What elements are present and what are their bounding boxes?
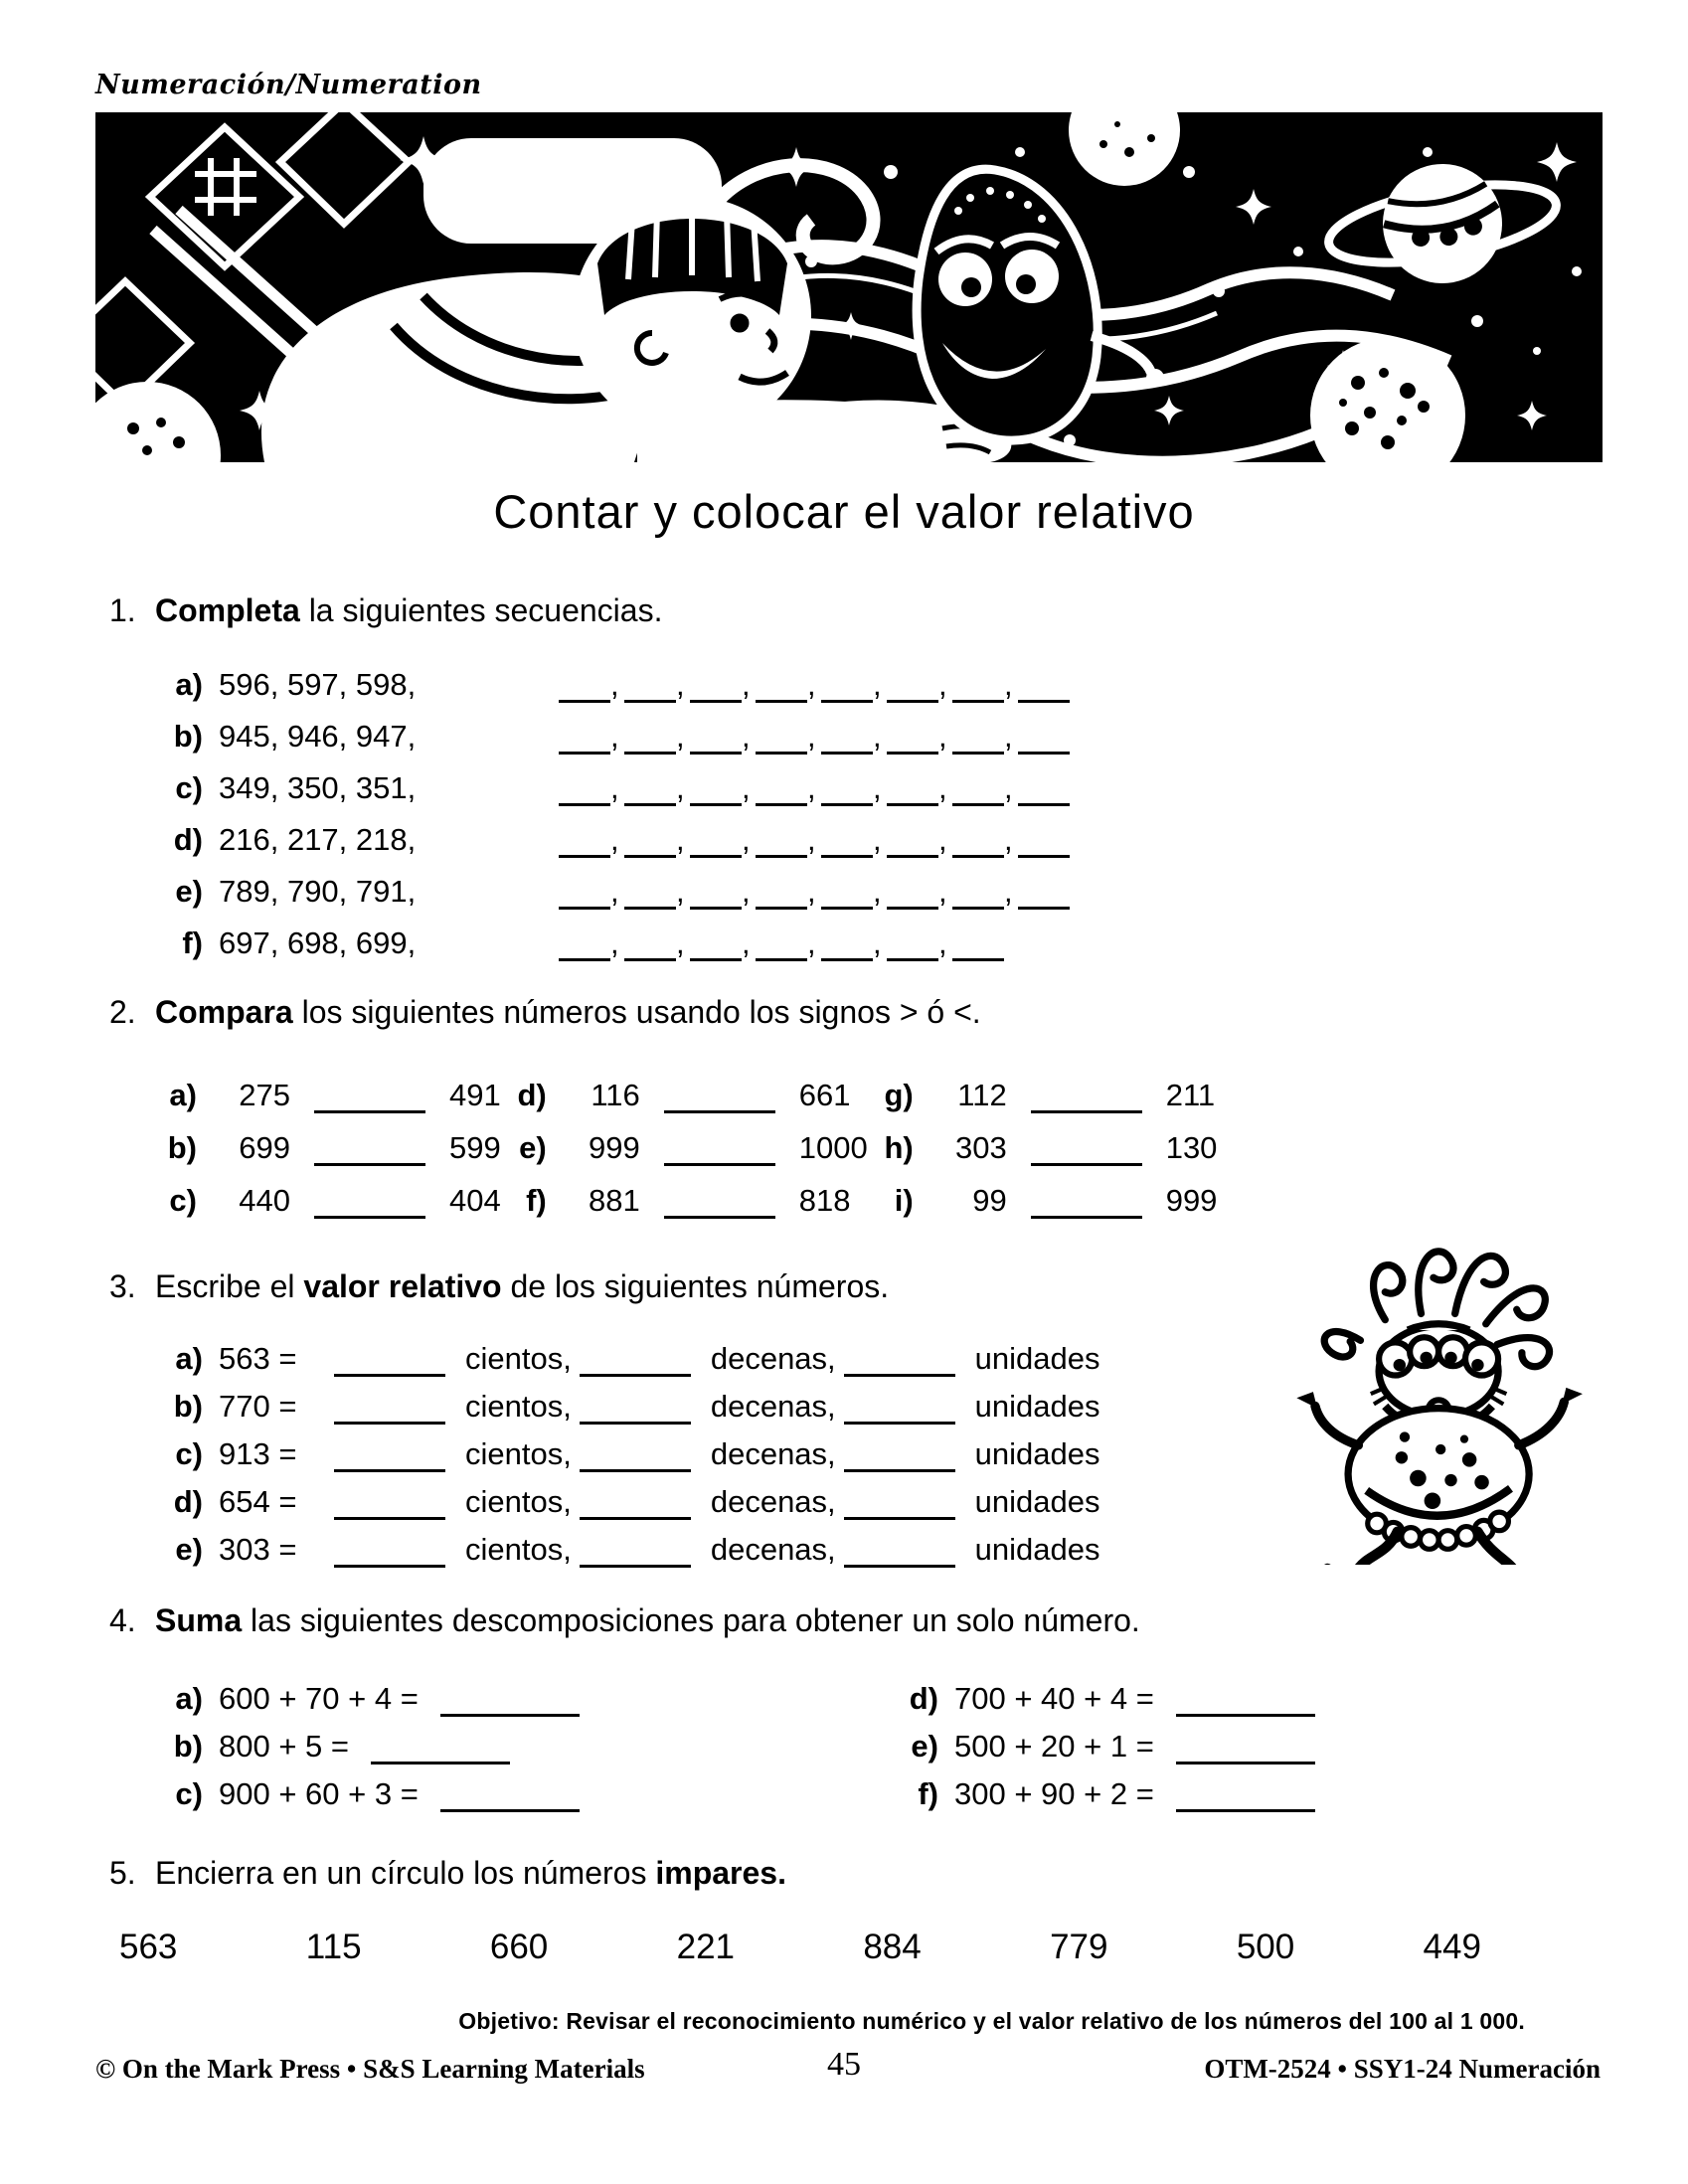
blank-separator: , (676, 925, 685, 960)
comparison-answer-blank[interactable] (314, 1129, 425, 1166)
sum-item (151, 1669, 748, 1717)
tens-word: decenas, (710, 1389, 836, 1424)
sequence-answer-blank[interactable] (952, 666, 1004, 703)
comparison-item (501, 1061, 868, 1113)
right-number: 661 (798, 1078, 851, 1112)
sequence-answer-blank[interactable] (952, 873, 1004, 910)
sequence-start-numbers: 697, 698, 699, (219, 925, 417, 960)
right-number: 130 (1165, 1130, 1218, 1165)
sequence-answer-blank[interactable] (821, 821, 873, 858)
sequence-answer-blanks (559, 821, 1070, 858)
exercise-2 (109, 994, 1217, 1219)
sequence-row (151, 858, 1070, 910)
blank-separator: , (742, 925, 751, 960)
blank-separator: , (610, 874, 619, 909)
sequence-answer-blank[interactable] (756, 718, 807, 755)
blank-separator: , (873, 822, 882, 857)
right-number: 599 (449, 1130, 501, 1165)
alien-illustration (1286, 1215, 1585, 1565)
sequence-answer-blank[interactable] (690, 718, 742, 755)
right-number: 1000 (798, 1130, 868, 1165)
sum-answer-blank[interactable] (1176, 1680, 1315, 1717)
sequence-answer-blank[interactable] (952, 821, 1004, 858)
sequence-answer-blank[interactable] (559, 821, 610, 858)
sequence-answer-blank[interactable] (887, 666, 938, 703)
sequence-answer-blank[interactable] (559, 873, 610, 910)
sequence-answer-blank[interactable] (887, 718, 938, 755)
sequence-answer-blank[interactable] (1018, 873, 1070, 910)
sum-answer-blank[interactable] (1176, 1775, 1315, 1812)
right-number: 404 (449, 1183, 501, 1218)
exercise-1 (109, 592, 1070, 961)
item-label: a) (169, 1078, 197, 1112)
comparison-item (868, 1113, 1218, 1166)
hundreds-word: cientos, (465, 1436, 572, 1471)
blank-separator: , (1004, 822, 1013, 857)
decomposition-expression: 700 + 40 + 4 = (954, 1681, 1154, 1716)
circleable-number[interactable]: 449 (1423, 1928, 1481, 1966)
sequence-answer-blank[interactable] (887, 873, 938, 910)
item-label: b) (173, 1389, 203, 1424)
hundreds-word: cientos, (465, 1484, 572, 1519)
item-label: c) (175, 770, 203, 805)
sum-answer-blank[interactable] (371, 1728, 510, 1764)
sequence-answer-blanks (559, 873, 1070, 910)
number-value: 913 = (219, 1436, 297, 1471)
decomposition-expression: 900 + 60 + 3 = (219, 1776, 419, 1811)
number-value: 563 = (219, 1341, 297, 1376)
sequence-answer-blank[interactable] (1018, 821, 1070, 858)
blank-separator: , (807, 719, 816, 754)
sequence-answer-blank[interactable] (887, 924, 938, 961)
comparison-answer-blank[interactable] (1031, 1182, 1142, 1219)
tens-word: decenas, (710, 1341, 836, 1376)
hundreds-answer-blank[interactable] (334, 1388, 445, 1425)
sequence-start-numbers: 789, 790, 791, (219, 874, 417, 909)
item-label: a) (175, 667, 203, 702)
left-number: 112 (957, 1078, 1007, 1112)
sequence-answer-blank[interactable] (821, 769, 873, 806)
item-label: d) (173, 1484, 203, 1519)
sequence-answer-blank[interactable] (624, 924, 676, 961)
comparison-grid (151, 1061, 1217, 1219)
place-value-row (151, 1425, 1100, 1472)
ones-word: unidades (974, 1532, 1100, 1567)
tens-answer-blank[interactable] (580, 1340, 691, 1377)
blank-separator: , (676, 822, 685, 857)
item-label: e) (519, 1130, 547, 1165)
blank-separator: , (807, 925, 816, 960)
comparison-column (151, 1061, 501, 1219)
sum-answer-blank[interactable] (440, 1680, 580, 1717)
sequence-answer-blanks (559, 666, 1070, 703)
exercise-3-heading (109, 1268, 1100, 1305)
sequence-answer-blank[interactable] (624, 718, 676, 755)
blank-separator: , (873, 874, 882, 909)
sequence-start-numbers: 216, 217, 218, (219, 822, 417, 857)
number-value: 770 = (219, 1389, 297, 1424)
item-label: g) (884, 1078, 914, 1112)
blank-separator: , (938, 719, 947, 754)
sequence-answer-blank[interactable] (1018, 769, 1070, 806)
blank-separator: , (873, 667, 882, 702)
item-label: a) (175, 1341, 203, 1376)
exercise-1-heading (109, 592, 1070, 629)
blank-separator: , (938, 822, 947, 857)
comparison-item (868, 1166, 1218, 1219)
blank-separator: , (938, 770, 947, 805)
item-label: d) (909, 1681, 938, 1716)
tens-answer-blank[interactable] (580, 1435, 691, 1472)
comparison-column (501, 1061, 868, 1219)
blank-separator: , (1004, 770, 1013, 805)
exercise-5-heading (109, 1855, 1481, 1892)
place-value-row (151, 1520, 1100, 1568)
sequence-answer-blank[interactable] (559, 924, 610, 961)
hundreds-answer-blank[interactable] (334, 1435, 445, 1472)
ones-word: unidades (974, 1436, 1100, 1471)
left-number: 699 (239, 1130, 290, 1165)
blank-separator: , (1004, 667, 1013, 702)
sum-item (887, 1669, 1315, 1717)
sequence-row (151, 910, 1070, 961)
left-number: 999 (589, 1130, 640, 1165)
sequence-answer-blank[interactable] (624, 769, 676, 806)
sequence-answer-blank[interactable] (559, 769, 610, 806)
circleable-number[interactable]: 660 (489, 1928, 549, 1966)
number-value: 654 = (219, 1484, 297, 1519)
sequence-answer-blank[interactable] (624, 666, 676, 703)
sum-answer-blank[interactable] (1176, 1728, 1315, 1764)
blank-separator: , (1004, 719, 1013, 754)
left-number: 303 (954, 1130, 1007, 1165)
blank-separator: , (742, 719, 751, 754)
circle-the-odd-numbers-row (119, 1928, 1481, 1967)
publisher-credit: © On the Mark Press • S&S Learning Materials (95, 2054, 645, 2084)
item-label: b) (173, 719, 203, 754)
exercise-number: 5. (109, 1855, 136, 1891)
space-scene-art (95, 112, 1603, 462)
ones-word: unidades (974, 1484, 1100, 1519)
tens-answer-blank[interactable] (580, 1388, 691, 1425)
page-title: Contar y colocar el valor relativo (493, 485, 1195, 538)
tens-answer-blank[interactable] (580, 1531, 691, 1568)
blank-separator: , (742, 822, 751, 857)
right-number: 211 (1165, 1078, 1216, 1112)
exercise-2-heading (109, 994, 1217, 1031)
blank-separator: , (938, 667, 947, 702)
place-value-row (151, 1472, 1100, 1520)
blank-separator: , (807, 874, 816, 909)
left-number: 881 (589, 1183, 640, 1218)
sum-column-left (151, 1669, 748, 1812)
hundreds-answer-blank[interactable] (334, 1340, 445, 1377)
sequence-answer-blank[interactable] (821, 718, 873, 755)
left-number: 116 (591, 1078, 640, 1112)
exercise-4-heading (109, 1602, 1315, 1639)
decomposition-expression: 800 + 5 = (219, 1729, 350, 1764)
item-label: e) (911, 1729, 938, 1764)
circleable-number[interactable]: 500 (1236, 1928, 1295, 1966)
blank-separator: , (742, 667, 751, 702)
right-number: 491 (449, 1078, 501, 1112)
hundreds-word: cientos, (465, 1389, 572, 1424)
item-label: d) (517, 1078, 547, 1112)
sequence-answer-blank[interactable] (624, 821, 676, 858)
ones-answer-blank[interactable] (844, 1483, 955, 1520)
exercise-number: 2. (109, 994, 136, 1030)
item-label: h) (884, 1130, 914, 1165)
item-label: c) (175, 1776, 203, 1811)
blank-separator: , (676, 874, 685, 909)
ones-answer-blank[interactable] (844, 1388, 955, 1425)
item-label: i) (894, 1183, 914, 1218)
left-number: 275 (239, 1078, 290, 1112)
exercise-prompt: Escribe el valor relativo de los siguientes números. (155, 1268, 890, 1304)
sequence-answer-blank[interactable] (559, 718, 610, 755)
sequence-row (151, 806, 1070, 858)
comparison-item (151, 1166, 501, 1219)
sequence-answer-blanks (559, 769, 1070, 806)
blank-separator: , (676, 719, 685, 754)
sequence-answer-blank[interactable] (690, 666, 742, 703)
exercise-number: 3. (109, 1268, 136, 1304)
sequence-row (151, 755, 1070, 806)
sequence-answer-blank[interactable] (624, 873, 676, 910)
ones-answer-blank[interactable] (844, 1435, 955, 1472)
item-label: e) (175, 1532, 203, 1567)
item-label: d) (173, 822, 203, 857)
sum-item (887, 1717, 1315, 1764)
blank-separator: , (873, 719, 882, 754)
tens-word: decenas, (710, 1436, 836, 1471)
sum-answer-blank[interactable] (440, 1775, 580, 1812)
exercise-prompt: Suma las siguientes descomposiciones para obtener un solo número. (155, 1602, 1140, 1638)
sequence-start-numbers: 596, 597, 598, (219, 667, 417, 702)
comparison-item (868, 1061, 1218, 1113)
exercise-prompt: Encierra en un círculo los números impares. (155, 1855, 786, 1891)
ones-answer-blank[interactable] (844, 1340, 955, 1377)
item-label: f) (182, 925, 203, 960)
sequence-start-numbers: 945, 946, 947, (219, 719, 417, 754)
comparison-answer-blank[interactable] (314, 1077, 425, 1113)
circleable-number[interactable]: 779 (1050, 1928, 1108, 1966)
item-label: c) (175, 1436, 203, 1471)
sequence-answer-blank[interactable] (690, 769, 742, 806)
sequence-answer-blank[interactable] (952, 924, 1004, 961)
item-label: e) (175, 874, 203, 909)
exercise-number: 1. (109, 592, 136, 628)
blank-separator: , (610, 770, 619, 805)
circleable-number[interactable]: 115 (305, 1928, 362, 1966)
page-number: 45 (827, 2046, 861, 2083)
sum-item (151, 1717, 748, 1764)
sequence-answer-blank[interactable] (756, 769, 807, 806)
hundreds-word: cientos, (465, 1341, 572, 1376)
comparison-answer-blank[interactable] (314, 1182, 425, 1219)
item-label: f) (526, 1183, 547, 1218)
blank-separator: , (676, 667, 685, 702)
sequence-answer-blanks (559, 924, 1004, 961)
sequence-answer-blank[interactable] (887, 769, 938, 806)
exercise-number: 4. (109, 1602, 136, 1638)
subject-header: Numeración/Numeration (95, 70, 482, 100)
blank-separator: , (873, 925, 882, 960)
sequence-row (151, 651, 1070, 703)
blank-separator: , (742, 874, 751, 909)
hundreds-answer-blank[interactable] (334, 1531, 445, 1568)
ones-answer-blank[interactable] (844, 1531, 955, 1568)
circleable-number[interactable]: 884 (863, 1928, 922, 1966)
exercise-3 (109, 1268, 1100, 1568)
sequence-answer-blank[interactable] (756, 873, 807, 910)
ones-word: unidades (974, 1389, 1100, 1424)
sum-column-right (887, 1669, 1315, 1812)
tens-answer-blank[interactable] (580, 1483, 691, 1520)
product-code: OTM-2524 • SSY1-24 Numeración (1204, 2054, 1601, 2084)
sequence-answer-blank[interactable] (952, 718, 1004, 755)
sequence-answer-blank[interactable] (821, 666, 873, 703)
hundreds-answer-blank[interactable] (334, 1483, 445, 1520)
comparison-answer-blank[interactable] (1031, 1129, 1142, 1166)
sequence-answer-blank[interactable] (887, 821, 938, 858)
item-label: b) (167, 1130, 197, 1165)
decomposition-expression: 600 + 70 + 4 = (219, 1681, 419, 1716)
spotted-alien-art (1286, 1215, 1585, 1565)
decomposition-expression: 300 + 90 + 2 = (954, 1776, 1154, 1811)
item-label: f) (918, 1776, 938, 1811)
left-number: 99 (972, 1183, 1007, 1218)
sequence-answer-blank[interactable] (756, 924, 807, 961)
exercise-5 (109, 1855, 1481, 1967)
blank-separator: , (873, 770, 882, 805)
sequence-answer-blank[interactable] (559, 666, 610, 703)
blank-separator: , (610, 667, 619, 702)
comparison-item (151, 1061, 501, 1113)
ones-word: unidades (974, 1341, 1100, 1376)
hundreds-word: cientos, (465, 1532, 572, 1567)
number-value: 303 = (219, 1532, 297, 1567)
comparison-column (868, 1061, 1218, 1219)
blank-separator: , (807, 770, 816, 805)
objective-note: Objetivo: Revisar el reconocimiento numérico y el valor relativo de los números del 100 al 1 000. (458, 2008, 1525, 2034)
right-number: 999 (1165, 1183, 1218, 1218)
sequence-answer-blank[interactable] (690, 873, 742, 910)
circleable-number[interactable]: 563 (119, 1928, 178, 1966)
comparison-item (151, 1113, 501, 1166)
comparison-answer-blank[interactable] (1031, 1077, 1142, 1113)
blank-separator: , (742, 770, 751, 805)
space-banner-illustration (95, 112, 1603, 462)
tens-word: decenas, (710, 1532, 836, 1567)
tens-word: decenas, (710, 1484, 836, 1519)
left-number: 440 (239, 1183, 290, 1218)
sequence-answer-blank[interactable] (756, 821, 807, 858)
sum-item (151, 1764, 748, 1812)
exercise-4 (109, 1602, 1315, 1812)
sequence-answer-blanks (559, 718, 1070, 755)
place-value-row (151, 1377, 1100, 1425)
circleable-number[interactable]: 221 (676, 1928, 736, 1966)
item-label: c) (169, 1183, 197, 1218)
blank-separator: , (610, 719, 619, 754)
sequence-answer-blank[interactable] (690, 821, 742, 858)
sequence-answer-blank[interactable] (821, 873, 873, 910)
place-value-row (151, 1329, 1100, 1377)
comparison-item (501, 1166, 868, 1219)
exercise-prompt: Completa la siguientes secuencias. (155, 592, 663, 628)
sequence-answer-blank[interactable] (821, 924, 873, 961)
blank-separator: , (807, 667, 816, 702)
blank-separator: , (807, 822, 816, 857)
comparison-item (501, 1113, 868, 1166)
sequence-answer-blank[interactable] (690, 924, 742, 961)
sequence-row (151, 703, 1070, 755)
sequence-start-numbers: 349, 350, 351, (219, 770, 417, 805)
sequence-answer-blank[interactable] (1018, 718, 1070, 755)
blank-separator: , (938, 874, 947, 909)
item-label: a) (175, 1681, 203, 1716)
exercise-prompt: Compara los siguientes números usando los signos > ó <. (155, 994, 981, 1030)
blank-separator: , (610, 822, 619, 857)
right-number: 818 (798, 1183, 851, 1218)
decomposition-expression: 500 + 20 + 1 = (954, 1729, 1154, 1764)
sequence-answer-blank[interactable] (952, 769, 1004, 806)
comparison-answer-blank[interactable] (664, 1182, 775, 1219)
comparison-answer-blank[interactable] (664, 1129, 775, 1166)
sequence-answer-blank[interactable] (1018, 666, 1070, 703)
blank-separator: , (938, 925, 947, 960)
sequence-answer-blank[interactable] (756, 666, 807, 703)
sum-item (887, 1764, 1315, 1812)
blank-separator: , (610, 925, 619, 960)
comparison-answer-blank[interactable] (664, 1077, 775, 1113)
item-label: b) (173, 1729, 203, 1764)
blank-separator: , (676, 770, 685, 805)
blank-separator: , (1004, 874, 1013, 909)
